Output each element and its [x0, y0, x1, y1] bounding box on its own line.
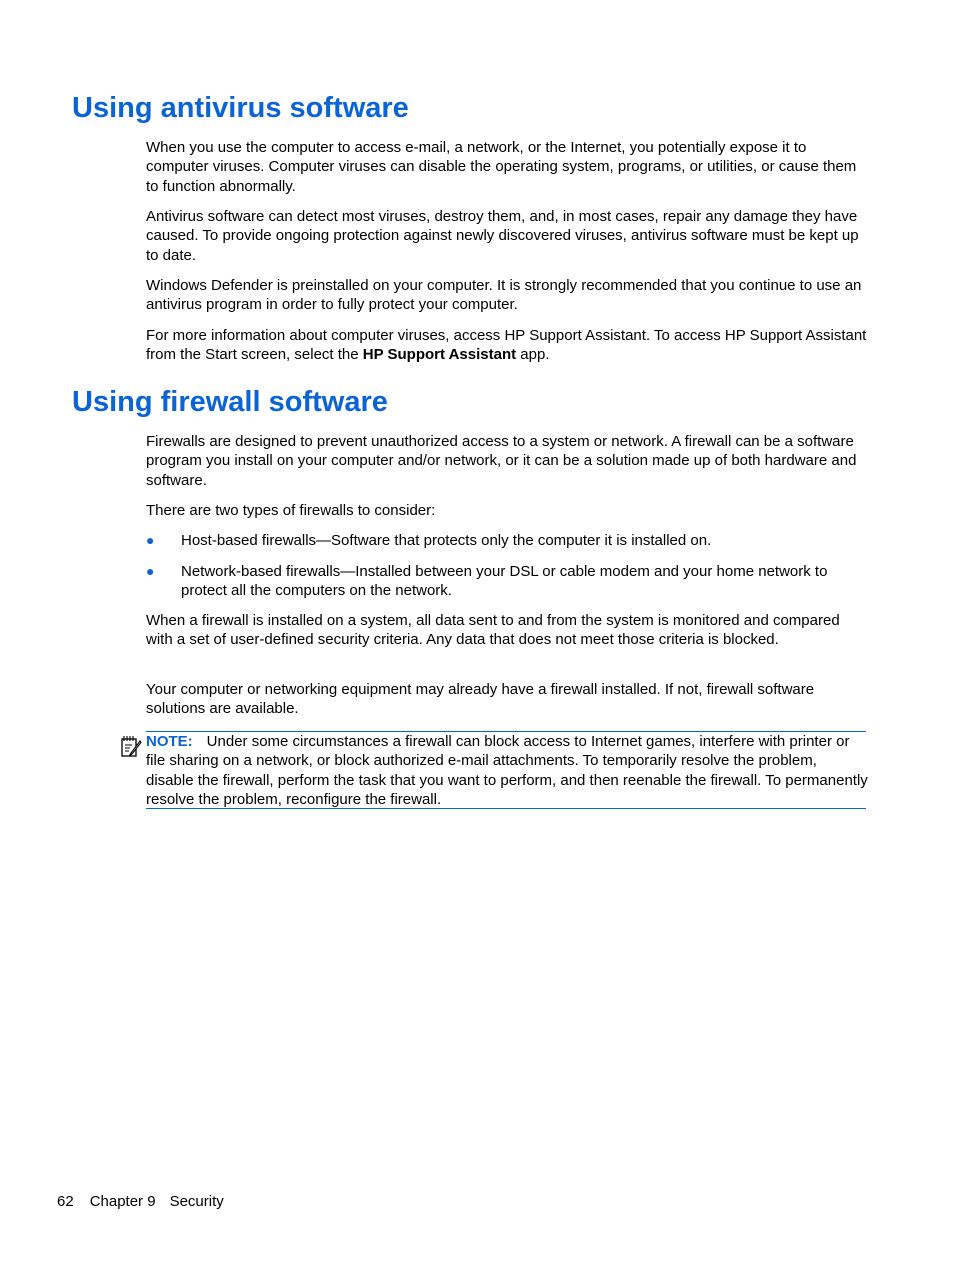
note-label: NOTE: [146, 733, 193, 750]
bullet-text-network-based: Network-based firewalls—Installed between your DSL or cable modem and your home network to protect all the computers on the network. [181, 563, 828, 600]
note-pad-icon [120, 734, 142, 758]
heading-firewall: Using firewall software [72, 386, 388, 418]
antivirus-paragraph-3: Windows Defender is preinstalled on your computer. It is strongly recommended that you continue to use an antivirus program in order to fully protect your computer. [146, 277, 862, 314]
note-box [146, 731, 866, 809]
antivirus-paragraph-1: When you use the computer to access e-mail, a network, or the Internet, you potentially expose it to computer viruses. Computer viruses can disable the operating system, programs, or utilities, or cause them to function abnormally. [146, 139, 857, 195]
bullet-icon: ● [146, 563, 155, 579]
page-footer [57, 1192, 224, 1211]
bullet-icon: ● [146, 532, 155, 548]
footer-section: Security [169, 1193, 224, 1210]
note-body: Under some circumstances a firewall can block access to Internet games, interfere with printer or file sharing on a network, or block authorized e-mail attachments. To temporarily resolve the problem, disable the firewall, perform the task that you want to perform, and then reenable the firewall. To permanently resolve the problem, reconfigure the firewall. [146, 733, 868, 809]
firewall-paragraph-1: Firewalls are designed to prevent unauthorized access to a system or network. A firewall can be a software program you install on your computer and/or network, or it can be a solution made up of both hardware and software. [146, 433, 857, 489]
antivirus-paragraph-4 [146, 326, 870, 365]
bullet-text-host-based: Host-based firewalls—Software that protects only the computer it is installed on. [181, 532, 712, 549]
firewall-paragraph-4: Your computer or networking equipment may already have a firewall installed. If not, firewall software solutions are available. [146, 681, 815, 718]
page-number: 62 [57, 1193, 74, 1210]
note-text [146, 732, 868, 810]
firewall-paragraph-3: When a firewall is installed on a system, all data sent to and from the system is monitored and compared with a set of user-defined security criteria. Any data that does not meet those criteria is blocked. [146, 612, 840, 649]
hp-support-assistant-label: HP Support Assistant [362, 346, 517, 364]
antivirus-paragraph-4-end: app. [516, 346, 550, 364]
footer-chapter: Chapter 9 [89, 1193, 156, 1210]
antivirus-paragraph-4-start: For more information about computer viruses, access HP Support Assistant. To access HP Support Assistant from the Start screen, select the [146, 327, 867, 364]
antivirus-paragraph-2: Antivirus software can detect most viruses, destroy them, and, in most cases, repair any damage they have caused. To provide ongoing protection against newly discovered viruses, antivirus software must be kept up to date. [146, 208, 859, 264]
heading-antivirus: Using antivirus software [72, 92, 409, 124]
firewall-paragraph-2: There are two types of firewalls to consider: [146, 502, 436, 519]
